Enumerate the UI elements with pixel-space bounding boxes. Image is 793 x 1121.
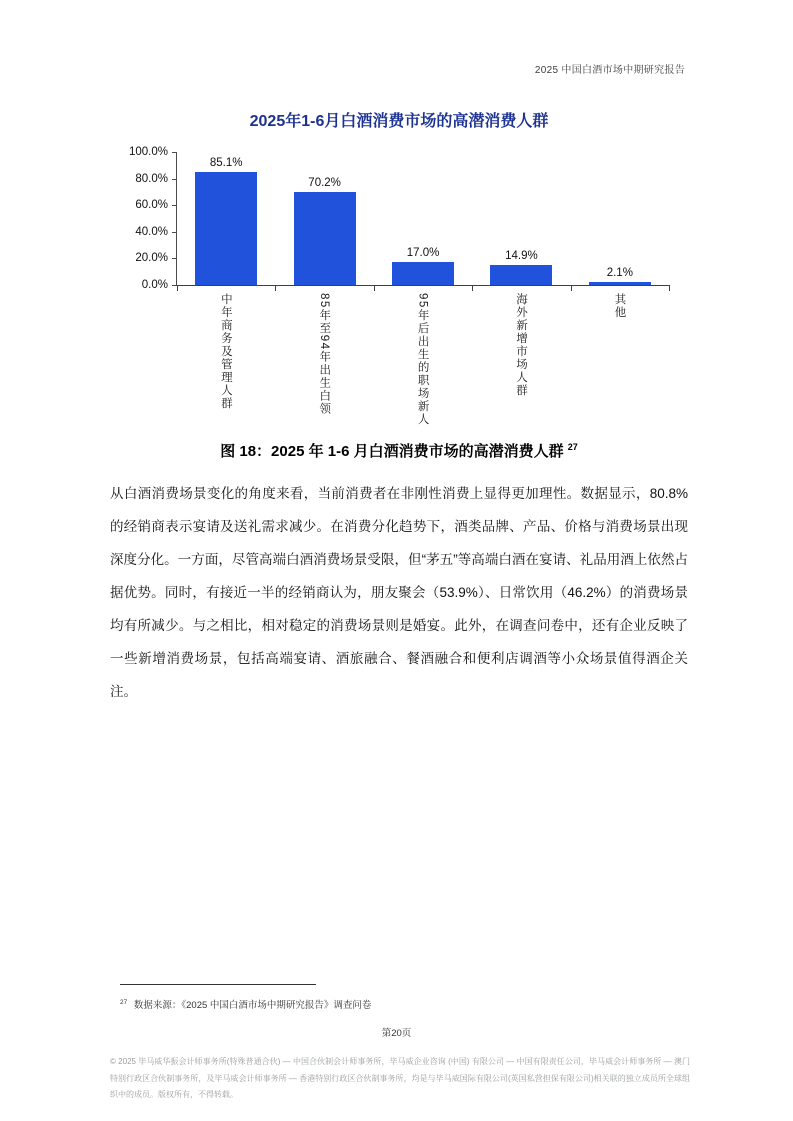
page-number: 第20页 xyxy=(381,1028,412,1039)
footer-copyright: © 2025 毕马威华振会计师事务所(特殊普通合伙) — 中国合伙制会计师事务所，毕马威企业咨询 (中国) 有限公司 — 中国有限责任公司，毕马威会计师事务所 — 澳门特别行政区合伙制事务所，及毕马威会计师事务所 — 香港特别行政区合伙制事务所，均是与毕马威国际有限公司(英国私营担保有限公司)相关联的独立成员所全球组织中的成员。版权所有，不得转载。 xyxy=(110,1057,690,1099)
bar-slot xyxy=(472,152,570,285)
figure-caption-footnote-ref: 27 xyxy=(567,442,578,452)
figure-caption-text: 图 18：2025 年 1-6 月白酒消费市场的高潜消费人群 xyxy=(220,443,564,460)
y-tick-label: 0.0% xyxy=(141,279,168,291)
bars xyxy=(177,152,669,285)
x-axis-tick xyxy=(669,285,670,291)
y-axis-tick xyxy=(172,258,177,259)
x-axis-tick xyxy=(177,285,178,291)
y-tick-label: 40.0% xyxy=(135,225,168,238)
y-tick-label: 80.0% xyxy=(135,172,168,185)
bar-slot xyxy=(177,152,275,285)
y-axis-labels xyxy=(110,146,168,291)
x-axis-tick xyxy=(472,285,473,291)
bar xyxy=(589,282,651,285)
report-header-title: 2025 中国白酒市场中期研究报告 xyxy=(534,65,685,76)
footnote-separator xyxy=(120,984,316,985)
y-axis-tick xyxy=(172,179,177,180)
x-category-label: 其他 xyxy=(613,293,626,319)
footnote-ref: 27 xyxy=(120,998,128,1006)
x-category-label: 海外新增市场人群 xyxy=(515,293,528,397)
x-category-label: 85年至94年出生白领 xyxy=(318,293,331,416)
x-label-slot xyxy=(471,293,569,433)
y-axis-tick xyxy=(172,152,177,153)
bar-slot xyxy=(275,152,373,285)
footnote-text: 数据来源：《2025 中国白酒市场中期研究报告》调查问卷 xyxy=(133,1000,372,1011)
x-label-slot xyxy=(274,293,372,433)
x-axis-tick xyxy=(275,285,276,291)
bar-slot xyxy=(374,152,472,285)
bar-slot xyxy=(571,152,669,285)
footnote xyxy=(120,997,371,1011)
x-label-slot xyxy=(176,293,274,433)
x-category-label: 95年后出生的职场新人 xyxy=(416,293,429,426)
bar xyxy=(490,265,552,285)
chart-title: 2025年1-6月白酒消费市场的高潜消费人群 xyxy=(249,113,549,130)
bar xyxy=(392,262,454,285)
bar-value-label: 14.9% xyxy=(505,250,538,263)
y-tick-label: 100.0% xyxy=(128,146,168,158)
plot-area xyxy=(176,152,669,286)
y-tick-label: 20.0% xyxy=(135,252,168,265)
x-category-label: 中年商务及管理人群 xyxy=(219,293,232,410)
bar xyxy=(294,192,356,285)
x-axis-labels xyxy=(176,293,668,433)
y-tick-label: 60.0% xyxy=(135,199,168,212)
x-label-slot xyxy=(570,293,668,433)
body-paragraph: 从白酒消费场景变化的角度来看，当前消费者在非刚性消费上显得更加理性。数据显示，80.8%的经销商表示宴请及送礼需求减少。在消费分化趋势下，酒类品牌、产品、价格与消费场景出现深度分化。一方面，尽管高端白酒消费场景受限，但“茅五”等高端白酒在宴请、礼品用酒上依然占据优势。同时，有接近一半的经销商认为，朋友聚会（53.9%）、日常饮用（46.2%）的消费场景均有所减少。与之相比，相对稳定的消费场景则是婚宴。此外，在调查问卷中，还有企业反映了一些新增消费场景，包括高端宴请、酒旅融合、餐酒融合和便利店调酒等小众场景值得酒企关注。 xyxy=(110,486,688,699)
y-axis-tick xyxy=(172,232,177,233)
bar-value-label: 17.0% xyxy=(406,247,440,260)
x-label-slot xyxy=(373,293,471,433)
x-axis-tick xyxy=(571,285,572,291)
bar-value-label: 2.1% xyxy=(606,267,633,280)
y-axis-tick xyxy=(172,205,177,206)
bar-value-label: 70.2% xyxy=(308,176,341,189)
bar-value-label: 85.1% xyxy=(209,156,243,169)
bar xyxy=(195,172,257,285)
figure-caption xyxy=(110,440,688,461)
x-axis-tick xyxy=(374,285,375,291)
